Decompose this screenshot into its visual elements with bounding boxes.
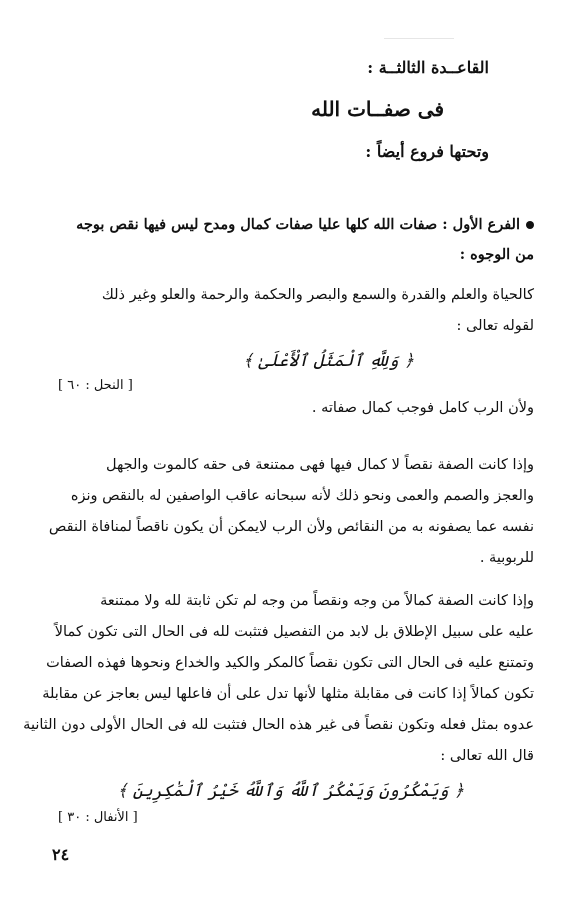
verse-anfal: ﴿ وَيَمْكُرُونَ وَيَمْكُرُ ٱللَّهُ وَٱللَّهُ خَيْرُ ٱلْمَٰكِرِينَ ﴾ — [117, 781, 464, 801]
branch1-line2: من الوجوه : — [459, 246, 534, 263]
point2-line4: للربوبية . — [479, 550, 534, 566]
examples-line1: كالحياة والعلم والقدرة والسمع والبصر والحكمة والرحمة والعلو وغير ذلك — [101, 287, 534, 303]
point3-line3: وتمتنع عليه فى الحال التى تكون نقصاً كالمكر والكيد والخداع ونحوها فهذه الصفات — [46, 655, 534, 671]
section-subtitle: وتحتها فروع أيضاً : — [365, 142, 489, 161]
section-title: فى صفــات الله — [311, 97, 444, 121]
point2-line1: وإذا كانت الصفة نقصاً لا كمال فيها فهى ممتنعة فى حقه كالموت والجهل — [105, 457, 534, 473]
verse-nahl: ﴿ وَلِلَّهِ ٱلْمَثَلُ ٱلْأَعْلَىٰ ﴾ — [242, 351, 414, 371]
branch1-text: الفرع الأول : صفات الله كلها عليا صفات كمال ومدح ليس فيها نقص بوجه — [76, 216, 520, 233]
point3-line1: وإذا كانت الصفة كمالاً من وجه ونقصاً من وجه لم تكن ثابتة لله ولا ممتنعة — [100, 593, 534, 609]
ref-anfal: [ الأنفال : ٣٠ ] — [58, 810, 138, 825]
point3-line6: قال الله تعالى : — [440, 748, 534, 764]
point3-line4: تكون كمالاً إذا كانت فى مقابلة مثلها لأنها تدل على أن فاعلها ليس بعاجز عن مقابلة — [42, 686, 534, 702]
examples-line2: لقوله تعالى : — [456, 318, 534, 334]
faint-mark — [384, 38, 454, 39]
page-number: ٢٤ — [52, 845, 70, 864]
point3-line5: عدوه بمثل فعله وتكون نقصاً فى غير هذه الحال فتثبت لله فى الحال الأولى دون الثانية — [23, 717, 534, 733]
rule-heading: القاعــدة الثالثــة : — [367, 58, 489, 77]
point2-line3: نفسه عما يصفونه به من النقائص ولأن الرب لايمكن أن يكون ناقصاً لمنافاة النقص — [48, 519, 534, 535]
perfection-line: ولأن الرب كامل فوجب كمال صفاته . — [311, 400, 534, 416]
point3-line2: عليه على سبيل الإطلاق بل لابد من التفصيل فتثبت لله فى الحال التى تكون كمالاً — [54, 624, 534, 640]
bullet-icon — [526, 221, 534, 229]
point2-line2: والعجز والصمم والعمى ونحو ذلك لأنه سبحانه عاقب الواصفين له بالنقص ونزه — [70, 488, 534, 504]
ref-nahl: [ النحل : ٦٠ ] — [58, 378, 133, 393]
branch1-line1 — [76, 216, 534, 233]
